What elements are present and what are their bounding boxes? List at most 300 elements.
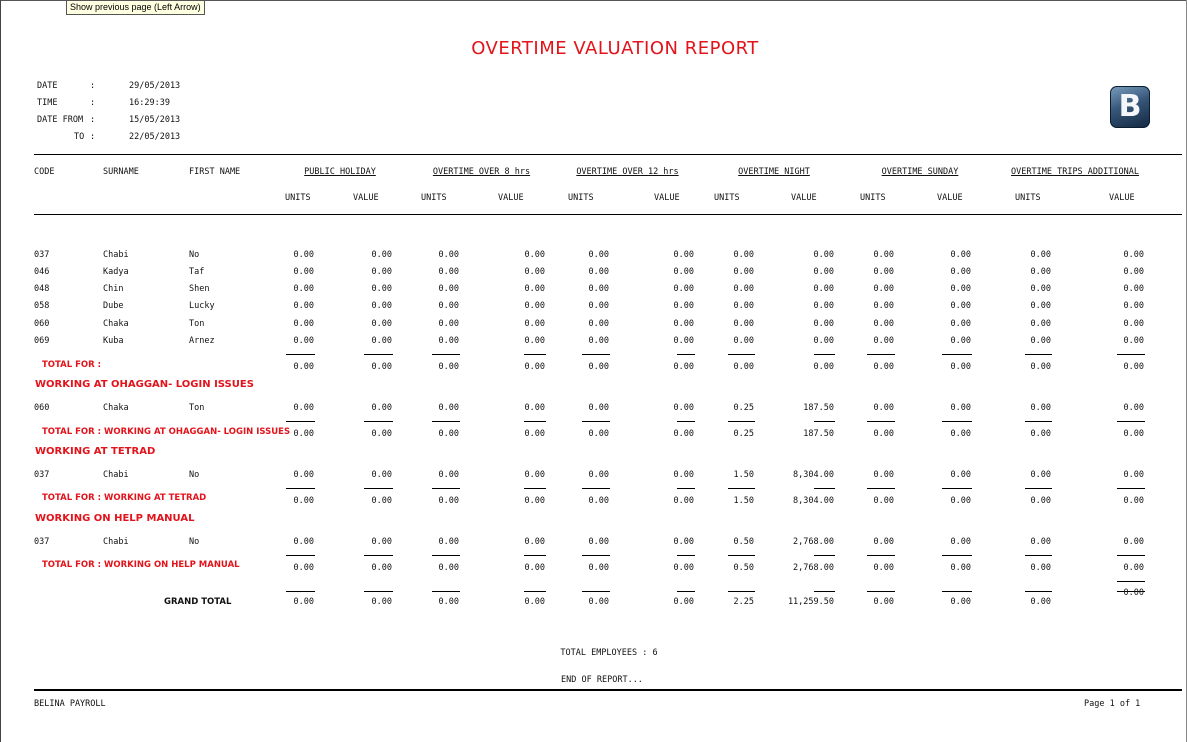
row-code: 058 (34, 301, 50, 311)
grand-total-rule (286, 591, 315, 592)
header-rule-top (34, 154, 1182, 155)
row-value: 0.00 (1030, 284, 1051, 294)
row-value: 0.00 (588, 336, 609, 346)
col-code: CODE (34, 167, 55, 177)
row-value: 0.00 (813, 301, 834, 311)
footer-page-number: Page 1 of 1 (1084, 699, 1141, 709)
row-value: 0.00 (673, 284, 694, 294)
row-value: 0.00 (524, 301, 545, 311)
grand-total-rule (677, 591, 695, 592)
row-value: 0.00 (371, 301, 392, 311)
row-value: 0.00 (873, 267, 894, 277)
section-total-value: 0.00 (524, 429, 545, 439)
row-value: 0.00 (371, 319, 392, 329)
row-value: 0.00 (950, 301, 971, 311)
row-surname: Chabi (103, 250, 129, 260)
row-first-name: No (189, 470, 200, 480)
meta-time-value: 16:29:39 (129, 98, 170, 108)
grand-total-value: 0.00 (588, 597, 609, 607)
meta-time-label: TIME (37, 98, 58, 108)
section-total-value: 0.00 (1030, 362, 1051, 372)
row-value: 0.00 (1030, 336, 1051, 346)
section-total-label: TOTAL FOR : WORKING ON HELP MANUAL (42, 560, 240, 570)
row-value: 0.00 (873, 403, 894, 413)
section-total-value: 0.00 (673, 429, 694, 439)
total-employees: TOTAL EMPLOYEES : 6 (560, 648, 658, 658)
grand-total-value: 0.00 (873, 597, 894, 607)
previous-page-tooltip: Show previous page (Left Arrow) (66, 0, 205, 15)
row-value: 0.00 (1123, 319, 1144, 329)
row-value: 0.00 (813, 267, 834, 277)
total-rule (814, 354, 835, 355)
total-rule (524, 555, 546, 556)
row-first-name: No (189, 250, 200, 260)
meta-date-from-colon: : (90, 115, 96, 125)
section-total-value: 0.00 (873, 563, 894, 573)
total-rule (867, 354, 895, 355)
row-value: 0.00 (1030, 250, 1051, 260)
col-group-overtime-12hrs: OVERTIME OVER 12 hrs (576, 167, 679, 177)
total-rule (1025, 555, 1052, 556)
section-total-value: 0.00 (673, 362, 694, 372)
row-value: 0.00 (950, 537, 971, 547)
row-value: 0.00 (1123, 267, 1144, 277)
row-code: 060 (34, 319, 50, 329)
total-rule (286, 488, 315, 489)
grand-total-value: 0.00 (293, 597, 314, 607)
row-surname: Kadya (103, 267, 129, 277)
grand-total-value: 0.00 (524, 597, 545, 607)
row-value: 0.00 (293, 403, 314, 413)
section-total-value: 0.00 (1123, 563, 1144, 573)
col-group-overtime-8hrs: OVERTIME OVER 8 hrs (432, 167, 531, 177)
col-group-overtime-trips: OVERTIME TRIPS ADDITIONAL (1011, 167, 1139, 177)
grand-total-rule (867, 591, 895, 592)
row-value: 0.00 (1030, 403, 1051, 413)
row-surname: Chaka (103, 319, 129, 329)
row-value: 0.00 (371, 403, 392, 413)
section-heading: WORKING AT TETRAD (35, 446, 156, 457)
total-rule (524, 488, 546, 489)
grand-total-value: 11,259.50 (787, 597, 834, 607)
row-first-name: Arnez (189, 336, 215, 346)
row-code: 037 (34, 470, 50, 480)
row-value: 0.00 (733, 319, 754, 329)
row-value: 0.00 (524, 319, 545, 329)
row-value: 0.00 (438, 301, 459, 311)
row-value: 0.00 (293, 336, 314, 346)
section-heading: WORKING AT OHAGGAN- LOGIN ISSUES (35, 379, 254, 390)
row-surname: Chabi (103, 537, 129, 547)
end-of-report: END OF REPORT... (561, 675, 643, 685)
row-value: 0.00 (438, 319, 459, 329)
section-total-value: 0.00 (371, 362, 392, 372)
footer-rule (34, 689, 1182, 691)
row-value: 0.00 (733, 250, 754, 260)
row-value: 0.00 (950, 284, 971, 294)
section-heading: WORKING ON HELP MANUAL (35, 513, 195, 524)
section-total-value: 0.00 (524, 496, 545, 506)
row-value: 187.50 (803, 403, 834, 413)
row-surname: Chin (103, 284, 124, 294)
total-rule (1117, 488, 1145, 489)
section-total-value: 0.00 (950, 429, 971, 439)
section-total-value: 0.00 (293, 429, 314, 439)
section-total-value: 0.00 (371, 429, 392, 439)
section-total-value: 0.50 (733, 563, 754, 573)
row-value: 0.00 (673, 319, 694, 329)
total-rule (286, 421, 315, 422)
section-total-value: 0.00 (1123, 362, 1144, 372)
total-rule (728, 488, 755, 489)
row-value: 0.00 (293, 250, 314, 260)
page-border-left (0, 0, 1, 742)
col-units-2: UNITS (421, 193, 447, 203)
section-total-value: 0.00 (1123, 429, 1144, 439)
total-rule (364, 354, 393, 355)
grand-total-value: 0.00 (371, 597, 392, 607)
section-total-value: 187.50 (803, 429, 834, 439)
row-value: 0.00 (438, 284, 459, 294)
section-total-value: 0.00 (524, 563, 545, 573)
row-value: 0.00 (293, 301, 314, 311)
row-value: 0.00 (371, 284, 392, 294)
grand-total-rule (942, 591, 972, 592)
section-total-value: 0.00 (873, 429, 894, 439)
row-value: 0.00 (673, 470, 694, 480)
total-rule (286, 354, 315, 355)
row-value: 0.00 (950, 403, 971, 413)
section-total-value: 0.00 (673, 563, 694, 573)
total-rule (432, 555, 460, 556)
total-rule (942, 421, 972, 422)
grand-total-rule (814, 591, 835, 592)
total-rule (432, 354, 460, 355)
row-value: 0.00 (873, 301, 894, 311)
row-value: 0.00 (950, 470, 971, 480)
row-value: 0.00 (1123, 537, 1144, 547)
section-total-value: 0.00 (524, 362, 545, 372)
total-rule (364, 421, 393, 422)
total-rule (432, 488, 460, 489)
row-value: 0.00 (1030, 537, 1051, 547)
row-value: 0.00 (588, 319, 609, 329)
row-value: 0.00 (1030, 301, 1051, 311)
belina-logo: B (1110, 86, 1150, 128)
total-rule (814, 555, 835, 556)
grand-total-rule (524, 591, 546, 592)
row-value: 0.00 (588, 284, 609, 294)
section-total-value: 0.00 (293, 563, 314, 573)
row-first-name: Taf (189, 267, 205, 277)
section-total-value: 0.00 (438, 362, 459, 372)
row-value: 0.00 (673, 537, 694, 547)
row-value: 0.00 (1030, 319, 1051, 329)
row-value: 0.25 (733, 403, 754, 413)
row-surname: Chaka (103, 403, 129, 413)
header-rule-bottom (34, 214, 1182, 215)
row-value: 0.00 (293, 537, 314, 547)
row-value: 0.00 (813, 336, 834, 346)
row-value: 0.00 (438, 470, 459, 480)
row-value: 0.00 (813, 284, 834, 294)
row-value: 0.00 (673, 336, 694, 346)
row-value: 0.00 (524, 537, 545, 547)
col-units-3: UNITS (568, 193, 594, 203)
section-total-value: 0.00 (1030, 429, 1051, 439)
total-rule (867, 555, 895, 556)
total-rule (1025, 354, 1052, 355)
grand-total-value: 2.25 (733, 597, 754, 607)
row-value: 0.00 (588, 403, 609, 413)
row-value: 0.00 (588, 537, 609, 547)
total-rule (524, 421, 546, 422)
total-rule (1025, 421, 1052, 422)
meta-to-value: 22/05/2013 (129, 132, 181, 142)
row-value: 0.00 (873, 284, 894, 294)
row-code: 069 (34, 336, 50, 346)
total-rule (286, 555, 315, 556)
row-value: 0.00 (524, 403, 545, 413)
section-total-value: 0.00 (1030, 496, 1051, 506)
col-units-6: UNITS (1015, 193, 1041, 203)
row-code: 048 (34, 284, 50, 294)
section-total-value: 0.00 (733, 362, 754, 372)
section-total-value: 0.00 (950, 496, 971, 506)
section-total-label: TOTAL FOR : (42, 360, 102, 370)
row-value: 0.00 (1123, 250, 1144, 260)
total-rule (728, 421, 755, 422)
row-value: 0.00 (371, 470, 392, 480)
section-total-value: 0.00 (873, 362, 894, 372)
row-value: 0.00 (438, 403, 459, 413)
row-first-name: Ton (189, 403, 205, 413)
grand-total-rule (364, 591, 393, 592)
section-total-value: 0.00 (371, 496, 392, 506)
row-first-name: Shen (189, 284, 210, 294)
row-value: 0.00 (673, 250, 694, 260)
grand-total-value: 0.00 (1123, 588, 1144, 598)
row-value: 1.50 (733, 470, 754, 480)
total-rule (677, 354, 695, 355)
row-surname: Dube (103, 301, 124, 311)
meta-date-label: DATE (37, 81, 58, 91)
row-value: 0.00 (673, 267, 694, 277)
row-value: 0.00 (873, 470, 894, 480)
row-value: 0.00 (733, 301, 754, 311)
total-rule (814, 488, 835, 489)
row-value: 0.00 (873, 319, 894, 329)
row-value: 0.00 (524, 284, 545, 294)
section-total-value: 0.00 (438, 429, 459, 439)
row-value: 0.00 (950, 267, 971, 277)
row-value: 0.00 (873, 250, 894, 260)
row-value: 0.00 (1030, 267, 1051, 277)
row-value: 0.00 (293, 319, 314, 329)
col-value-5: VALUE (937, 193, 963, 203)
row-code: 060 (34, 403, 50, 413)
total-rule (867, 421, 895, 422)
row-code: 046 (34, 267, 50, 277)
row-first-name: No (189, 537, 200, 547)
col-value-3: VALUE (654, 193, 680, 203)
total-rule (942, 488, 972, 489)
total-rule (582, 555, 610, 556)
col-value-4: VALUE (791, 193, 817, 203)
total-rule (867, 488, 895, 489)
section-total-value: 0.00 (1123, 496, 1144, 506)
row-surname: Kuba (103, 336, 124, 346)
meta-time-colon: : (90, 98, 96, 108)
row-value: 0.00 (873, 537, 894, 547)
total-rule (1025, 488, 1052, 489)
row-value: 0.00 (1123, 403, 1144, 413)
row-value: 0.00 (733, 284, 754, 294)
section-total-value: 0.00 (873, 496, 894, 506)
row-value: 0.00 (588, 301, 609, 311)
report-title: OVERTIME VALUATION REPORT (471, 38, 759, 59)
col-first-name: FIRST NAME (189, 167, 241, 177)
row-surname: Chabi (103, 470, 129, 480)
col-surname: SURNAME (103, 167, 139, 177)
col-group-overtime-sunday: OVERTIME SUNDAY (881, 167, 959, 177)
section-total-value: 0.00 (1030, 563, 1051, 573)
section-total-value: 0.00 (673, 496, 694, 506)
row-value: 0.00 (950, 336, 971, 346)
row-value: 0.00 (524, 267, 545, 277)
col-units-5: UNITS (860, 193, 886, 203)
total-rule (942, 555, 972, 556)
section-total-value: 0.00 (438, 496, 459, 506)
total-rule (582, 354, 610, 355)
section-total-value: 2,768.00 (793, 563, 834, 573)
row-value: 0.00 (371, 537, 392, 547)
total-rule (677, 555, 695, 556)
grand-total-value: 0.00 (438, 597, 459, 607)
col-value-6: VALUE (1109, 193, 1135, 203)
meta-date-colon: : (90, 81, 96, 91)
grand-total-rule (1025, 591, 1052, 592)
section-total-value: 0.00 (813, 362, 834, 372)
col-value-2: VALUE (498, 193, 524, 203)
section-total-value: 0.00 (950, 563, 971, 573)
total-rule (364, 488, 393, 489)
grand-total-extra-rule (1117, 581, 1145, 582)
row-value: 0.00 (588, 267, 609, 277)
row-value: 0.00 (371, 267, 392, 277)
row-value: 0.00 (733, 336, 754, 346)
total-rule (524, 354, 546, 355)
row-value: 0.00 (1030, 470, 1051, 480)
row-value: 0.00 (1123, 301, 1144, 311)
row-value: 0.00 (524, 250, 545, 260)
grand-total-value: 0.00 (673, 597, 694, 607)
meta-to-colon: : (90, 132, 96, 142)
row-value: 0.00 (588, 470, 609, 480)
grand-total-rule (432, 591, 460, 592)
total-rule (677, 488, 695, 489)
row-value: 0.00 (813, 319, 834, 329)
total-rule (814, 421, 835, 422)
grand-total-value: 0.00 (1030, 597, 1051, 607)
row-first-name: Lucky (189, 301, 215, 311)
meta-date-from-label: DATE FROM (37, 115, 84, 125)
total-rule (728, 555, 755, 556)
row-value: 0.00 (1123, 284, 1144, 294)
col-group-public-holiday: PUBLIC HOLIDAY (304, 167, 376, 177)
row-value: 0.00 (524, 470, 545, 480)
row-value: 0.50 (733, 537, 754, 547)
section-total-value: 0.00 (293, 362, 314, 372)
section-total-value: 0.00 (588, 429, 609, 439)
section-total-value: 0.00 (588, 362, 609, 372)
total-rule (1117, 555, 1145, 556)
section-total-value: 0.00 (371, 563, 392, 573)
row-value: 8,304.00 (793, 470, 834, 480)
row-value: 0.00 (293, 267, 314, 277)
row-first-name: Ton (189, 319, 205, 329)
section-total-value: 0.25 (733, 429, 754, 439)
row-value: 0.00 (588, 250, 609, 260)
total-rule (728, 354, 755, 355)
total-rule (1117, 354, 1145, 355)
row-value: 2,768.00 (793, 537, 834, 547)
row-value: 0.00 (1123, 470, 1144, 480)
total-rule (582, 421, 610, 422)
meta-date-from-value: 15/05/2013 (129, 115, 181, 125)
row-value: 0.00 (371, 250, 392, 260)
row-value: 0.00 (673, 403, 694, 413)
row-value: 0.00 (438, 250, 459, 260)
row-value: 0.00 (293, 470, 314, 480)
section-total-value: 0.00 (950, 362, 971, 372)
row-value: 0.00 (438, 537, 459, 547)
section-total-value: 0.00 (588, 563, 609, 573)
row-value: 0.00 (673, 301, 694, 311)
total-rule (1117, 421, 1145, 422)
col-group-overtime-night: OVERTIME NIGHT (738, 167, 810, 177)
grand-total-value: 0.00 (950, 597, 971, 607)
section-total-label: TOTAL FOR : WORKING AT OHAGGAN- LOGIN ISSUES (42, 427, 291, 437)
row-value: 0.00 (524, 336, 545, 346)
section-total-value: 0.00 (293, 496, 314, 506)
col-units-1: UNITS (285, 193, 311, 203)
section-total-value: 1.50 (733, 496, 754, 506)
total-rule (942, 354, 972, 355)
row-value: 0.00 (371, 336, 392, 346)
section-total-value: 0.00 (588, 496, 609, 506)
total-rule (432, 421, 460, 422)
row-value: 0.00 (873, 336, 894, 346)
row-value: 0.00 (950, 319, 971, 329)
total-rule (582, 488, 610, 489)
row-value: 0.00 (733, 267, 754, 277)
row-value: 0.00 (813, 250, 834, 260)
row-value: 0.00 (438, 336, 459, 346)
section-total-value: 8,304.00 (793, 496, 834, 506)
row-value: 0.00 (293, 284, 314, 294)
section-total-label: TOTAL FOR : WORKING AT TETRAD (42, 493, 207, 503)
row-code: 037 (34, 537, 50, 547)
section-total-value: 0.00 (438, 563, 459, 573)
footer-company: BELINA PAYROLL (34, 699, 106, 709)
row-value: 0.00 (438, 267, 459, 277)
meta-date-value: 29/05/2013 (129, 81, 181, 91)
meta-to-label: TO (74, 132, 85, 142)
row-code: 037 (34, 250, 50, 260)
grand-total-rule (582, 591, 610, 592)
total-rule (677, 421, 695, 422)
